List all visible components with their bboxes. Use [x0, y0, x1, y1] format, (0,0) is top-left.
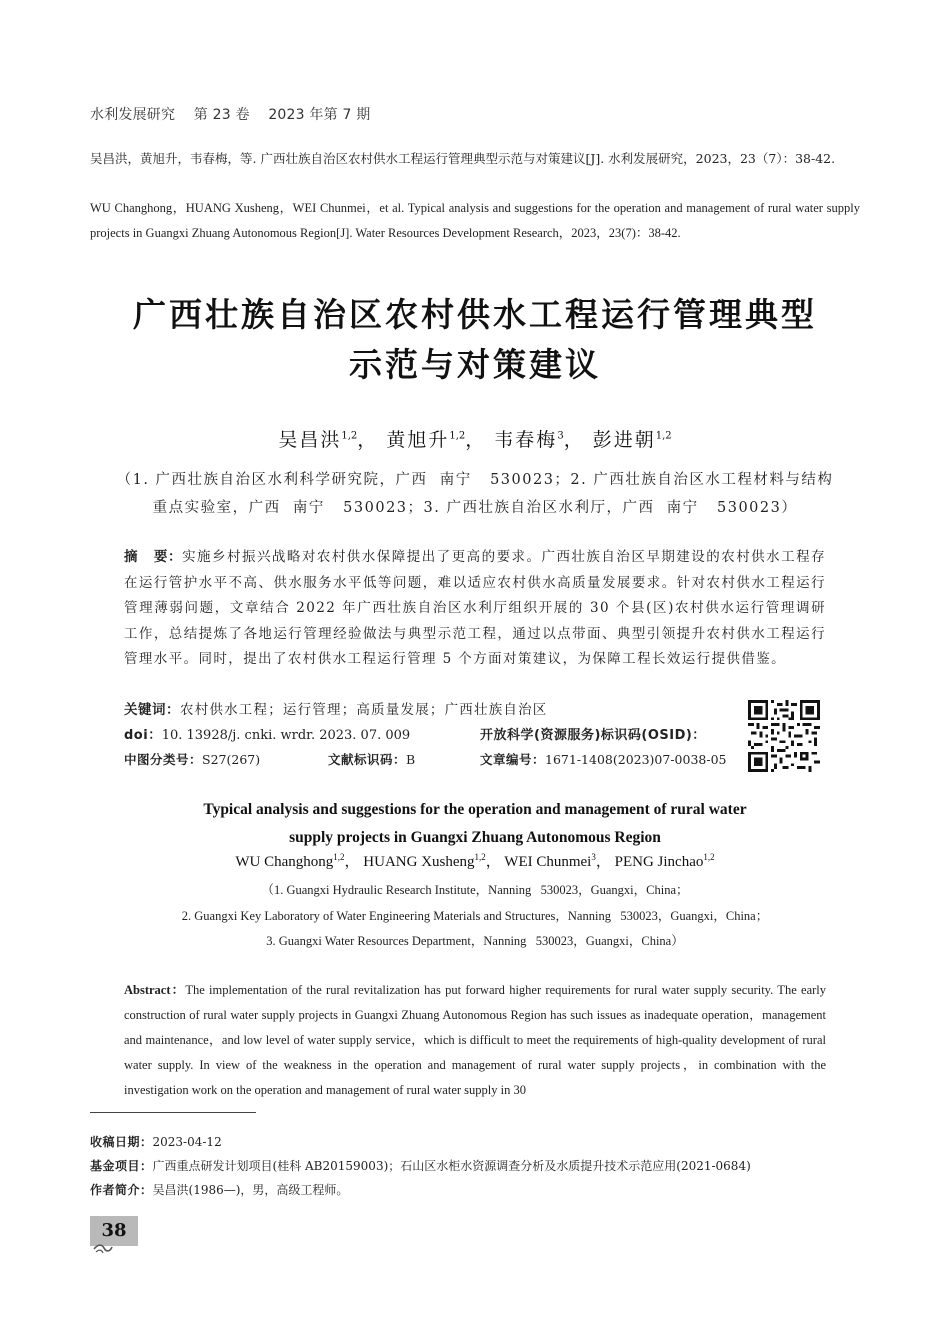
- affiliation-en-line: （1. Guangxi Hydraulic Research Institute，Nanning 530023，Guangxi，China；: [261, 883, 689, 897]
- author-cn: 韦春梅$^3$，: [494, 429, 585, 451]
- footnote-author: 作者简介：吴昌洪(1986—)，男，高级工程师。: [90, 1183, 349, 1197]
- abstract-cn: [124, 545, 826, 673]
- affiliations-cn: [100, 466, 850, 522]
- title-cn-line2: 示范与对策建议: [349, 345, 601, 384]
- authors-cn: [0, 425, 950, 452]
- title-en-line2: supply projects in Guangxi Zhuang Autonomous Region: [289, 829, 661, 846]
- doi-label: doi：: [124, 728, 162, 743]
- title-en-line1: Typical analysis and suggestions for the operation and management of rural water: [203, 801, 747, 818]
- affiliation-en-line: 2. Guangxi Key Laboratory of Water Engineering Materials and Structures，Nanning 530023，Guangxi，China；: [181, 908, 769, 923]
- authors-en: [0, 850, 950, 871]
- author-en: WEI Chunmei$^3$，: [504, 852, 611, 870]
- abstract-en-label: Abstract：: [124, 983, 186, 997]
- citation-en: WU Changhong，HUANG Xusheng，WEI Chunmei，et al. Typical analysis and suggestions for the operation and management of rural water supply projects in Guangxi Zhuang Autonomous Region[J]. Water Resources Development Research，2023，23(7)：38-42.: [90, 201, 860, 240]
- qr-code-icon[interactable]: [748, 700, 820, 772]
- page-number: 38: [101, 1220, 127, 1241]
- affiliations-en: [100, 878, 850, 955]
- keywords: [124, 698, 548, 718]
- affiliation-cn-line: 重点实验室，广西 南宁 530023；3. 广西壮族自治区水利厅，广西 南宁 530023）: [152, 500, 798, 516]
- abstract-cn-label: 摘 要：: [124, 549, 183, 565]
- keywords-label: 关键词：: [124, 702, 180, 718]
- article-number: 文章编号：1671-1408(2023)07-0038-05: [480, 752, 727, 767]
- affiliation-en-line: 3. Guangxi Water Resources Department，Nanning 530023，Guangxi，China）: [266, 934, 684, 948]
- keywords-text: 农村供水工程；运行管理；高质量发展；广西壮族自治区: [180, 702, 548, 718]
- title-cn-line1: 广西壮族自治区农村供水工程运行管理典型: [133, 295, 817, 334]
- doi-value[interactable]: 10. 13928/j. cnki. wrdr. 2023. 07. 009: [161, 728, 411, 743]
- doc-code: 文献标识码：B: [328, 752, 416, 767]
- author-en: HUANG Xusheng$^{1,2}$，: [363, 852, 501, 870]
- abstract-cn-text: 实施乡村振兴战略对农村供水保障提出了更高的要求。广西壮族自治区早期建设的农村供水工程存在运行管护水平不高、供水服务水平低等问题，难以适应农村供水高质量发展要求。针对农村供水工程运行管理薄弱问题，文章结合 2022 年广西壮族自治区水利厅组织开展的 30 个县(区)农村供水运行管理调研工作，总结提炼了各地运行管理经验做法与典型示范工程，通过以点带面、典型引领提升农村供水工程运行管理水平。同时，提出了农村供水工程运行管理 5 个方面对策建议，为保障工程长效运行提供借鉴。: [124, 549, 826, 667]
- author-cn: 彭进朝$^{1,2}$: [592, 429, 672, 451]
- journal-header: 水利发展研究 第 23 卷 2023 年第 7 期: [90, 107, 371, 123]
- title-en: [110, 796, 840, 852]
- footnote-divider: [90, 1112, 256, 1113]
- author-cn: 吴昌洪$^{1,2}$，: [278, 429, 379, 451]
- abstract-en: [124, 978, 826, 1103]
- osid: [480, 724, 706, 743]
- abstract-en-text: The implementation of the rural revitalization has put forward higher requirements for rural water supply security. The early construction of rural water supply projects in Guangxi Zhuang Autonomous Region has such issues as inadequate operation，management and maintenance，and low level of water supply service，which is difficult to meet the requirements of high-quality development of rural water supply. In view of the weakness in the operation and management of rural water supply projects，in combination with the investigation work on the operation and management of rural water supply in 30: [124, 983, 827, 1097]
- footnote-fund: 基金项目：广西重点研发计划项目(桂科 AB20159003)；石山区水柜水资源调查分析及水质提升技术示范应用(2021-0684): [90, 1159, 751, 1173]
- clc: 中图分类号：S27(267): [124, 752, 261, 767]
- author-en: WU Changhong$^{1,2}$，: [235, 852, 360, 870]
- affiliation-cn-line: （1. 广西壮族自治区水利科学研究院，广西 南宁 530023；2. 广西壮族自治区水工程材料与结构: [116, 472, 834, 488]
- citation-cn: 吴昌洪，黄旭升，韦春梅，等. 广西壮族自治区农村供水工程运行管理典型示范与对策建议[J]. 水利发展研究，2023，23（7）：38-42.: [90, 151, 836, 166]
- footnote-received: 收稿日期：2023-04-12: [90, 1135, 222, 1149]
- author-cn: 黄旭升$^{1,2}$，: [386, 429, 487, 451]
- title-cn: [60, 290, 890, 390]
- osid-label: 开放科学(资源服务)标识码(OSID)：: [480, 728, 706, 743]
- doi: [124, 724, 410, 743]
- author-en: PENG Jinchao$^{1,2}$: [614, 852, 715, 870]
